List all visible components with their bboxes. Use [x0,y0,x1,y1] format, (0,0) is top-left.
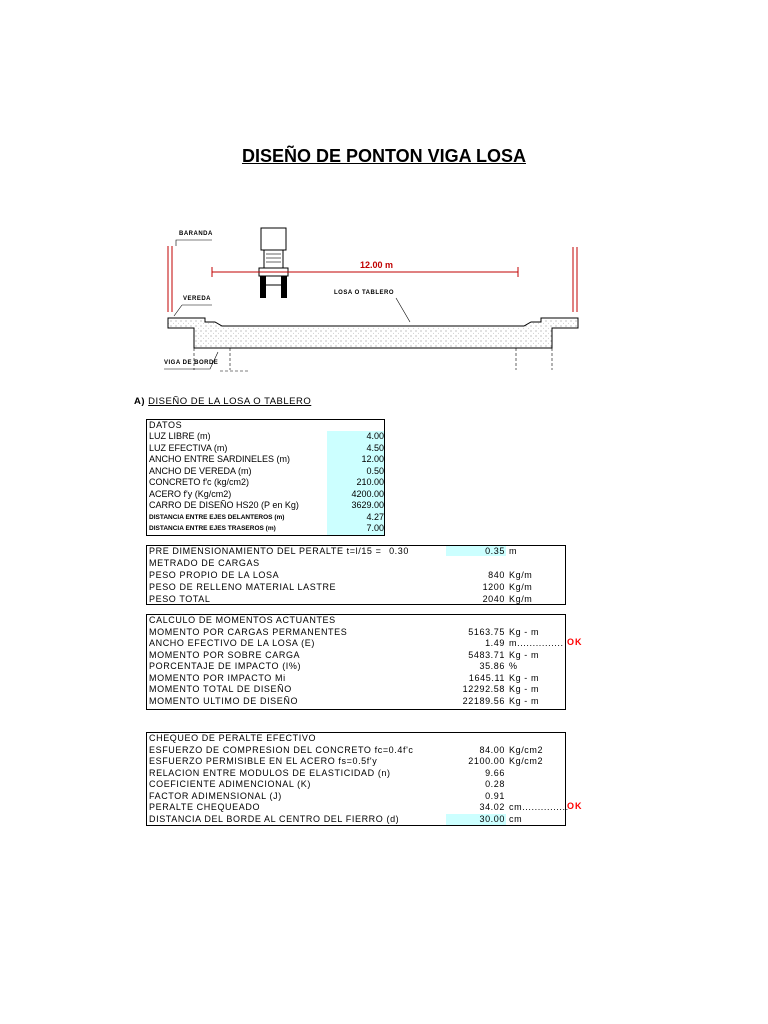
ok-indicator: OK [567,801,583,811]
chequeo-row-value: 9.66 [485,767,505,778]
momentos-row-value: 1645.11 [468,672,505,683]
momentos-row-unit: % [509,661,518,671]
vereda-label: VEREDA [183,296,212,302]
chequeo-row-label: RELACION ENTRE MODULOS DE ELASTICIDAD (n) [149,767,391,778]
momentos-row-label: ANCHO EFECTIVO DE LA LOSA (E) [149,638,315,648]
datos-row-label: ANCHO ENTRE SARDINELES (m) [149,454,291,464]
predim-row-extra: 0.30 [389,546,409,556]
page-title: DISEÑO DE PONTON VIGA LOSA [241,146,527,166]
predim-row-label: PESO TOTAL [149,594,211,604]
chequeo-row-value: 0.91 [485,790,505,801]
chequeo-row-unit: Kg/cm2 [509,744,544,755]
predim-row-unit: Kg/m [509,582,533,592]
momentos-row [149,696,565,707]
predim-table [146,545,566,605]
predim-row-label: METRADO DE CARGAS [149,558,260,568]
predim-row-value: 1200 [482,582,505,592]
predim-row-unit: Kg/m [509,570,533,580]
datos-row-value[interactable]: 4.00 [366,431,384,441]
truck-icon [259,228,288,298]
datos-row-value[interactable]: 0.50 [366,465,384,476]
chequeo-row-unit: Kg/cm2 [509,756,544,766]
predim-row-label: PESO PROPIO DE LA LOSA [149,570,280,580]
section-a-heading: A) DISEÑO DE LA LOSA O TABLERO [134,396,312,407]
datos-row-value[interactable]: 12.00 [361,454,384,464]
momentos-row-value: 5483.71 [468,649,505,660]
chequeo-row-value: 30.00 [479,813,505,824]
losa-label: LOSA O TABLERO [334,290,394,296]
datos-row-label: CONCRETO f'c (kg/cm2) [149,477,250,487]
chequeo-row-label: PERALTE CHEQUEADO [149,802,261,812]
predim-row [149,558,565,569]
chequeo-row [149,756,565,767]
span-label: 12.00 m [360,260,394,270]
predim-row [149,594,565,605]
predim-row-unit: m [509,546,518,556]
chequeo-row-value: 2100.00 [468,756,505,766]
chequeo-row-unit: cm [509,813,523,824]
datos-row-label: ANCHO DE VEREDA (m) [149,465,252,476]
chequeo-row-label: FACTOR ADIMENSIONAL (J) [149,790,282,801]
datos-row-label: LUZ LIBRE (m) [149,431,211,441]
predim-row-label: PRE DIMENSIONAMIENTO DEL PERALTE t=l/15 = [149,546,382,556]
deck-slab [168,318,578,348]
predim-row-label: PESO DE RELLENO MATERIAL LASTRE [149,582,337,592]
chequeo-row [149,791,565,802]
viga-label: VIGA DE BORDE [164,360,219,366]
chequeo-row-label: ESFUERZO DE COMPRESION DEL CONCRETO fc=0.4f'c [149,744,414,755]
predim-row [149,570,565,581]
momentos-row-label: MOMENTO POR SOBRE CARGA [149,649,301,660]
datos-row-value[interactable]: 4200.00 [351,488,384,499]
datos-header: DATOS [149,420,183,430]
chequeo-row-label: ESFUERZO PERMISIBLE EN EL ACERO fs=0.5f'y [149,756,378,766]
datos-row-label: LUZ EFECTIVA (m) [149,442,228,453]
momentos-row-label: MOMENTO ULTIMO DE DISEÑO [149,695,299,706]
momentos-row-label: MOMENTO TOTAL DE DISEÑO [149,684,292,694]
predim-row-unit: Kg/m [509,594,533,604]
momentos-row-unit: Kg - m [509,649,540,660]
chequeo-row [149,733,565,744]
chequeo-row [149,779,565,790]
chequeo-row-value: 0.28 [485,779,505,789]
datos-row-label: DISTANCIA ENTRE EJES DELANTEROS (m) [149,513,285,521]
bridge-cross-section-diagram [0,0,768,380]
chequeo-row-label: CHEQUEO DE PERALTE EFECTIVO [149,733,317,743]
chequeo-row-label: DISTANCIA DEL BORDE AL CENTRO DEL FIERRO (d) [149,813,400,824]
momentos-row [149,673,565,684]
momentos-row-value: 12292.58 [462,684,505,694]
momentos-row-value: 35.86 [479,661,505,671]
momentos-row [149,650,565,661]
momentos-row [149,615,565,626]
datos-row [149,477,384,488]
datos-row-value[interactable]: 7.00 [366,523,384,533]
datos-row [149,500,384,511]
datos-row-label: ACERO f'y (Kg/cm2) [149,488,232,499]
baranda-label: BARANDA [179,231,213,237]
datos-row-value[interactable]: 210.00 [356,477,384,487]
momentos-row-label: MOMENTO POR CARGAS PERMANENTES [149,626,348,637]
chequeo-row [149,745,565,756]
predim-row [149,546,565,557]
momentos-row-value: 1.49 [485,638,505,648]
datos-row [149,443,384,454]
datos-row [149,431,384,442]
predim-row-value: 2040 [482,594,505,604]
datos-table [146,419,385,536]
datos-row [149,454,384,465]
momentos-row [149,661,565,672]
chequeo-row [149,802,569,813]
momentos-row-unit: Kg - m [509,684,540,694]
momentos-row-unit: Kg - m [509,626,540,637]
momentos-row [149,638,565,649]
chequeo-row-unit: cm............... [509,802,569,812]
chequeo-row [149,814,565,825]
momentos-row-label: MOMENTO POR IMPACTO Mi [149,672,286,683]
chequeo-row-value: 34.02 [479,802,505,812]
datos-row [149,512,384,523]
datos-row [149,466,384,477]
datos-row-label: CARRO DE DISEÑO HS20 (P en Kg) [149,500,299,510]
predim-row-value: 840 [488,570,505,580]
ok-indicator: OK [567,637,583,647]
momentos-table [146,614,566,710]
momentos-row-unit: Kg - m [509,695,540,706]
datos-row-value[interactable]: 4.27 [366,511,384,522]
datos-row-label: DISTANCIA ENTRE EJES TRASEROS (m) [149,525,276,532]
datos-row [149,489,384,500]
chequeo-row [149,768,565,779]
datos-row-value[interactable]: 4.50 [366,442,384,453]
momentos-row-unit: m............... [509,638,564,648]
momentos-row-unit: Kg - m [509,672,540,683]
chequeo-row-label: COEFICIENTE ADIMENCIONAL (K) [149,779,311,789]
chequeo-table [146,732,569,826]
momentos-row [149,684,565,695]
momentos-row-value: 22189.56 [462,695,505,706]
momentos-row-label: PORCENTAJE DE IMPACTO (I%) [149,661,302,671]
momentos-row [149,627,565,638]
datos-row [149,523,384,534]
datos-row-value[interactable]: 3629.00 [351,500,384,510]
predim-row-value: 0.35 [485,546,505,556]
momentos-row-label: CALCULO DE MOMENTOS ACTUANTES [149,615,336,625]
momentos-row-value: 5163.75 [468,626,505,637]
chequeo-row-value: 84.00 [479,744,505,755]
predim-row [149,582,565,593]
